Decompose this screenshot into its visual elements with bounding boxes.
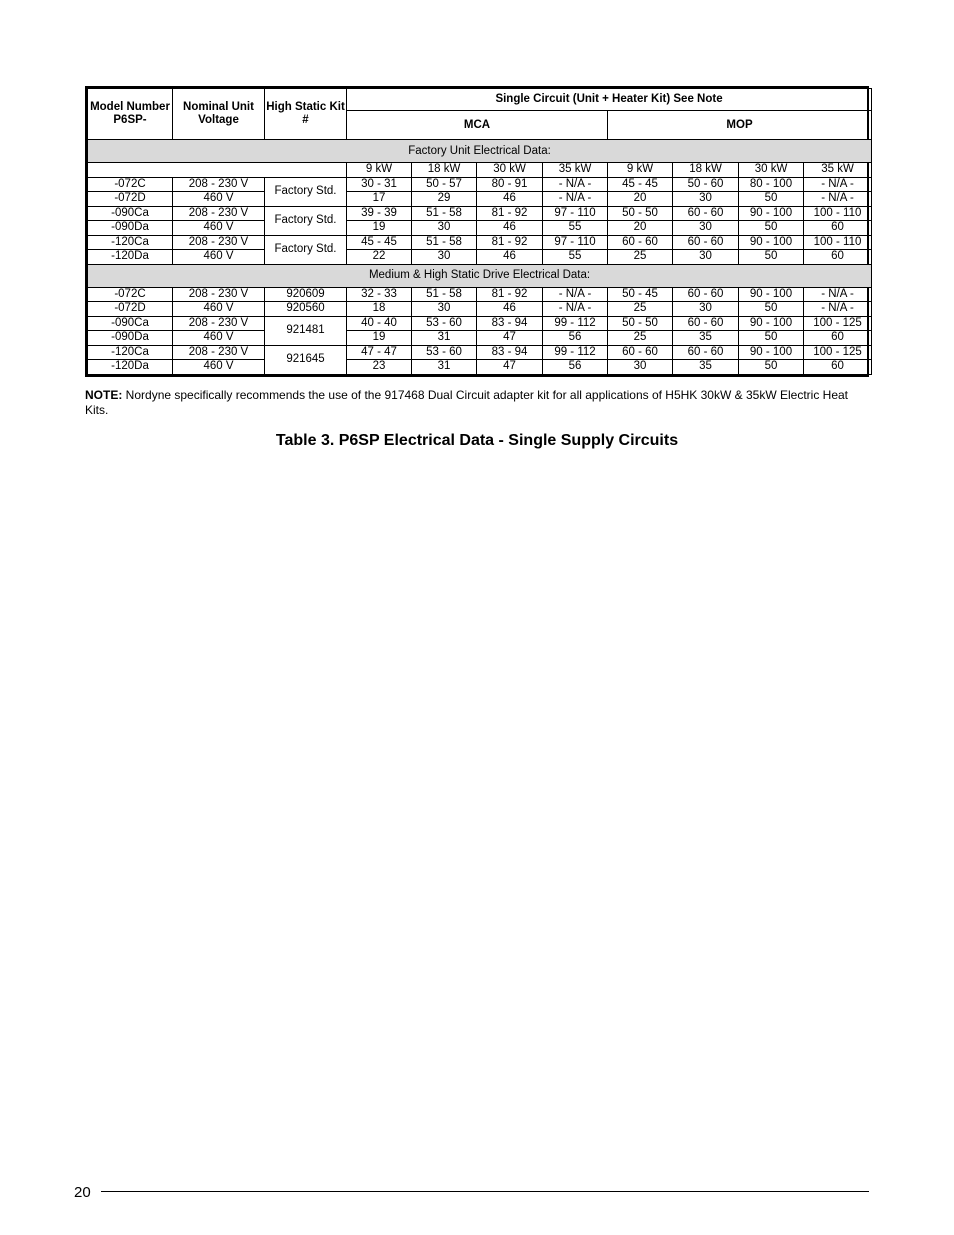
value-cell: 30	[673, 302, 739, 317]
section-factory-title: Factory Unit Electrical Data:	[88, 140, 872, 163]
voltage-cell: 460 V	[173, 250, 265, 265]
value-cell: 30	[673, 221, 739, 236]
voltage-cell: 208 - 230 V	[173, 316, 265, 331]
header-mop: MOP	[608, 111, 872, 140]
value-cell: - N/A -	[543, 302, 608, 317]
value-cell: 31	[412, 331, 477, 346]
table-row	[88, 235, 872, 250]
kw-header: 30 kW	[477, 163, 543, 178]
value-cell: 23	[347, 360, 412, 375]
value-cell: 30	[608, 360, 673, 375]
value-cell: 47 - 47	[347, 345, 412, 360]
value-cell: 47	[477, 360, 543, 375]
model-cell: -120Da	[88, 250, 173, 265]
value-cell: 60	[804, 331, 872, 346]
model-cell: -072D	[88, 302, 173, 317]
model-cell: -120Ca	[88, 345, 173, 360]
value-cell: 81 - 92	[477, 287, 543, 302]
value-cell: 19	[347, 221, 412, 236]
value-cell: 60 - 60	[673, 287, 739, 302]
note-text: Nordyne specifically recommends the use of the 917468 Dual Circuit adapter kit for all applications of H5HK 30kW & 35kW Electric Heat Kits.	[85, 388, 849, 417]
value-cell: 60 - 60	[673, 235, 739, 250]
value-cell: - N/A -	[804, 302, 872, 317]
value-cell: 53 - 60	[412, 345, 477, 360]
value-cell: 51 - 58	[412, 206, 477, 221]
value-cell: 90 - 100	[739, 235, 804, 250]
value-cell: 80 - 91	[477, 177, 543, 192]
value-cell: 56	[543, 360, 608, 375]
table-row	[88, 206, 872, 221]
table-row	[88, 360, 872, 375]
value-cell: 32 - 33	[347, 287, 412, 302]
kit-cell: 920560	[265, 302, 347, 317]
value-cell: 30	[412, 250, 477, 265]
table-row	[88, 192, 872, 207]
model-cell: -120Ca	[88, 235, 173, 250]
kit-cell: Factory Std.	[265, 177, 347, 206]
table-caption: Table 3. P6SP Electrical Data - Single Supply Circuits	[275, 432, 679, 449]
value-cell: 31	[412, 360, 477, 375]
value-cell: 60	[804, 360, 872, 375]
kw-header-spacer	[88, 163, 347, 178]
model-cell: -090Da	[88, 221, 173, 236]
kw-header: 9 kW	[608, 163, 673, 178]
table-row	[88, 287, 872, 302]
value-cell: 46	[477, 250, 543, 265]
value-cell: 30 - 31	[347, 177, 412, 192]
value-cell: 50 - 50	[608, 316, 673, 331]
value-cell: 50 - 50	[608, 206, 673, 221]
value-cell: - N/A -	[543, 192, 608, 207]
footer-rule	[101, 1191, 869, 1192]
model-cell: -090Ca	[88, 206, 173, 221]
value-cell: 60 - 60	[673, 316, 739, 331]
value-cell: 90 - 100	[739, 316, 804, 331]
value-cell: 30	[673, 250, 739, 265]
table-row	[88, 345, 872, 360]
value-cell: 30	[673, 192, 739, 207]
value-cell: 50	[739, 250, 804, 265]
value-cell: 46	[477, 302, 543, 317]
value-cell: 60 - 60	[608, 345, 673, 360]
header-mca: MCA	[347, 111, 608, 140]
value-cell: - N/A -	[804, 177, 872, 192]
voltage-cell: 460 V	[173, 192, 265, 207]
value-cell: 50	[739, 192, 804, 207]
value-cell: 50 - 60	[673, 177, 739, 192]
value-cell: 53 - 60	[412, 316, 477, 331]
voltage-cell: 208 - 230 V	[173, 206, 265, 221]
value-cell: 60 - 60	[608, 235, 673, 250]
value-cell: 100 - 110	[804, 206, 872, 221]
section-static-title: Medium & High Static Drive Electrical Data:	[88, 264, 872, 287]
value-cell: 99 - 112	[543, 316, 608, 331]
value-cell: 83 - 94	[477, 316, 543, 331]
kw-header: 9 kW	[347, 163, 412, 178]
model-cell: -120Da	[88, 360, 173, 375]
value-cell: 39 - 39	[347, 206, 412, 221]
value-cell: 18	[347, 302, 412, 317]
header-single-circuit: Single Circuit (Unit + Heater Kit) See Note	[347, 89, 872, 111]
value-cell: 46	[477, 192, 543, 207]
kw-header: 30 kW	[739, 163, 804, 178]
model-cell: -072D	[88, 192, 173, 207]
electrical-data-table-frame	[85, 86, 869, 377]
value-cell: 55	[543, 250, 608, 265]
header-model: Model Number P6SP-	[88, 89, 173, 140]
value-cell: 50 - 57	[412, 177, 477, 192]
kw-header: 35 kW	[543, 163, 608, 178]
value-cell: 60	[804, 221, 872, 236]
table-row	[88, 302, 872, 317]
value-cell: 99 - 112	[543, 345, 608, 360]
value-cell: 81 - 92	[477, 235, 543, 250]
value-cell: - N/A -	[804, 287, 872, 302]
value-cell: 50	[739, 331, 804, 346]
table-row	[88, 177, 872, 192]
value-cell: - N/A -	[543, 287, 608, 302]
value-cell: 50	[739, 360, 804, 375]
electrical-data-table	[87, 88, 872, 375]
kw-header: 18 kW	[412, 163, 477, 178]
value-cell: 40 - 40	[347, 316, 412, 331]
value-cell: 90 - 100	[739, 287, 804, 302]
kit-cell: 921481	[265, 316, 347, 345]
voltage-cell: 208 - 230 V	[173, 345, 265, 360]
model-cell: -090Da	[88, 331, 173, 346]
value-cell: 25	[608, 250, 673, 265]
value-cell: 60 - 60	[673, 345, 739, 360]
value-cell: 60	[804, 250, 872, 265]
table-row	[88, 250, 872, 265]
value-cell: 100 - 125	[804, 345, 872, 360]
value-cell: 97 - 110	[543, 235, 608, 250]
header-kit: High Static Kit #	[265, 89, 347, 140]
value-cell: 22	[347, 250, 412, 265]
value-cell: 45 - 45	[608, 177, 673, 192]
value-cell: 90 - 100	[739, 206, 804, 221]
value-cell: - N/A -	[543, 177, 608, 192]
value-cell: 29	[412, 192, 477, 207]
value-cell: 51 - 58	[412, 235, 477, 250]
model-cell: -072C	[88, 177, 173, 192]
voltage-cell: 460 V	[173, 221, 265, 236]
value-cell: 81 - 92	[477, 206, 543, 221]
value-cell: 30	[412, 302, 477, 317]
value-cell: 20	[608, 221, 673, 236]
kw-header: 35 kW	[804, 163, 872, 178]
value-cell: 55	[543, 221, 608, 236]
kit-cell: Factory Std.	[265, 235, 347, 264]
model-cell: -072C	[88, 287, 173, 302]
value-cell: 19	[347, 331, 412, 346]
kit-cell: 920609	[265, 287, 347, 302]
value-cell: 45 - 45	[347, 235, 412, 250]
value-cell: 46	[477, 221, 543, 236]
value-cell: 100 - 125	[804, 316, 872, 331]
page-number: 20	[74, 1184, 91, 1201]
table-row	[88, 316, 872, 331]
value-cell: 100 - 110	[804, 235, 872, 250]
table-row	[88, 331, 872, 346]
value-cell: 25	[608, 331, 673, 346]
table-note	[85, 388, 865, 418]
value-cell: - N/A -	[804, 192, 872, 207]
value-cell: 50	[739, 221, 804, 236]
model-cell: -090Ca	[88, 316, 173, 331]
header-voltage: Nominal Unit Voltage	[173, 89, 265, 140]
value-cell: 97 - 110	[543, 206, 608, 221]
value-cell: 50 - 45	[608, 287, 673, 302]
value-cell: 47	[477, 331, 543, 346]
value-cell: 56	[543, 331, 608, 346]
value-cell: 20	[608, 192, 673, 207]
value-cell: 51 - 58	[412, 287, 477, 302]
value-cell: 17	[347, 192, 412, 207]
value-cell: 80 - 100	[739, 177, 804, 192]
value-cell: 25	[608, 302, 673, 317]
kit-cell: Factory Std.	[265, 206, 347, 235]
value-cell: 83 - 94	[477, 345, 543, 360]
voltage-cell: 460 V	[173, 360, 265, 375]
voltage-cell: 460 V	[173, 302, 265, 317]
kit-cell: 921645	[265, 345, 347, 374]
voltage-cell: 208 - 230 V	[173, 235, 265, 250]
value-cell: 90 - 100	[739, 345, 804, 360]
value-cell: 50	[739, 302, 804, 317]
voltage-cell: 460 V	[173, 331, 265, 346]
note-label: NOTE:	[85, 388, 123, 402]
voltage-cell: 208 - 230 V	[173, 287, 265, 302]
table-row	[88, 221, 872, 236]
value-cell: 60 - 60	[673, 206, 739, 221]
value-cell: 30	[412, 221, 477, 236]
voltage-cell: 208 - 230 V	[173, 177, 265, 192]
value-cell: 35	[673, 360, 739, 375]
kw-header: 18 kW	[673, 163, 739, 178]
value-cell: 35	[673, 331, 739, 346]
